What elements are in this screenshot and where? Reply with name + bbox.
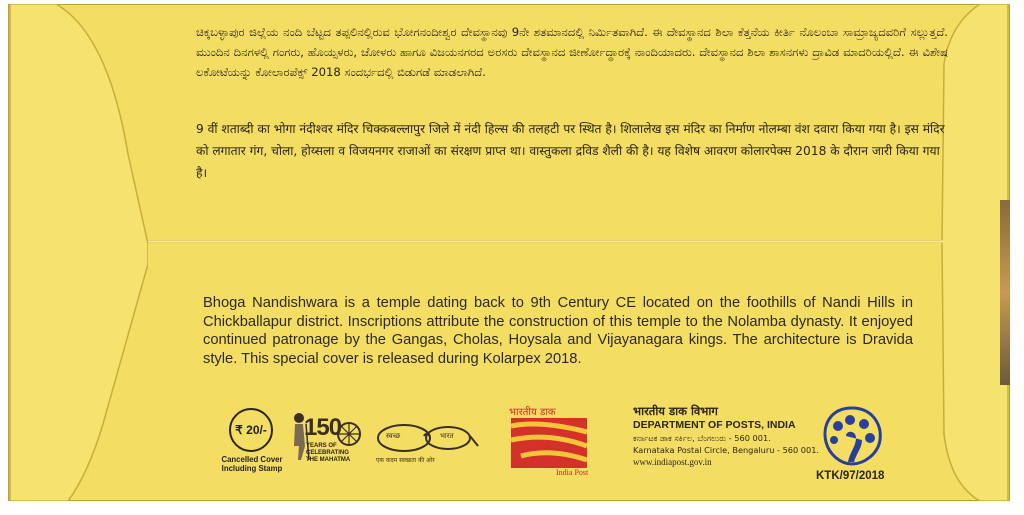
india-post-caption: India Post (556, 468, 589, 477)
fold-line (148, 240, 943, 243)
swachh-caption: एक कदम स्वच्छता की ओर (376, 457, 435, 464)
price-caption-line1: Cancelled Cover (221, 455, 283, 464)
peacock-logo-icon (820, 404, 884, 468)
mahatma-150-number: 150 (304, 414, 342, 441)
price-caption-line2: Including Stamp (221, 464, 283, 473)
charkha-icon (338, 423, 360, 445)
department-hindi: भारतीय डाक विभाग (633, 404, 718, 418)
mahatma-caption-line1: YEARS OF (306, 443, 337, 449)
mahatma-caption-line3: THE MAHATMA (306, 457, 351, 463)
department-kannada: ಕರ್ನಾಟಕ ಡಾಕ ಸರ್ಕಿಲ, ಬೆಂಗಲುರು - 560 001. (633, 433, 771, 443)
price-badge: ₹ 20/- (229, 408, 273, 452)
hindi-description: 9 वीं शताब्दी का भोगा नंदीश्वर मंदिर चिक्कबल्लापुर जिले में नंदी हिल्स की तलहटी पर स्थित है। शिलालेख इस मंदिर का निर्माण नोलम्बा वंश दवारा किया गया है। इस मंदिर को लगातार गंग, चोला, होय्सला व विजयनगर राजाओं का संरक्षण प्राप्त था। वास्तुकला द्रविड शैली की है। यह विशेष आवरण कोलारपेक्स 2018 के दौरान जारी किया गया है। (196, 122, 945, 180)
price-caption (218, 455, 286, 473)
india-post-wave-icon (511, 418, 587, 468)
cover-code: KTK/97/2018 (816, 470, 885, 482)
kannada-description: ಚಿಕ್ಕಬಳ್ಳಾಪುರ ಜಿಲ್ಲೆಯ ನಂದಿ ಬೆಟ್ಟದ ತಪ್ಪಲಿನಲ್ಲಿರುವ ಭೋಗನಂದೀಶ್ವರ ದೇವಸ್ಥಾನವು 9ನೇ ಶತಮಾನದಲ್ಲಿ ನಿರ್ಮಿತವಾಗಿದೆ. ಈ ದೇವಸ್ಥಾನದ ಶಿಲಾ ಕೆತ್ತನೆಯ ಕೀರ್ತಿ ನೊಲಂಬಾ ಸಾಮ್ರಾಜ್ಯದವರಿಗೆ ಸಲ್ಲುತ್ತದೆ. ಮುಂದಿನ ದಿನಗಳಲ್ಲಿ ಗಂಗರು, ಹೊಯ್ಸಳರು, ಚೋಳರು ಹಾಗೂ ವಿಜಯನಗರದ ಅರಸರು ದೇವಸ್ಥಾನದ ಜೀರ್ಣೋದ್ಧಾರಕ್ಕೆ ನಾಂದಿಯಾದರು. ದೇವಸ್ಥಾನದ ಶಿಲಾ ಶಾಸನಗಳು ದ್ರಾವಿಡ ಮಾದರಿಯಲ್ಲಿದೆ. ಈ ವಿಶೇಷ ಲಕೋಟೆಯನ್ನು ಕೋಲಾರಪೆಕ್ಸ್ 2018 ಸಂದರ್ಭದಲ್ಲಿ ಬಿಡುಗಡೆ ಮಾಡಲಾಗಿದೆ. (196, 25, 948, 79)
website-url: www.indiapost.gov.in (633, 457, 712, 467)
bharat-word: भारत (440, 432, 454, 440)
mahatma-caption-line2: CELEBRATING (306, 450, 349, 456)
india-post-logo (511, 418, 587, 468)
department-english: DEPARTMENT OF POSTS, INDIA (633, 419, 796, 431)
swachh-word: स्वच्छ (386, 432, 401, 440)
department-block (633, 404, 819, 468)
left-flap (8, 4, 148, 501)
english-description: Bhoga Nandishwara is a temple dating back to 9th Century CE located on the foothills of Nandi Hills in Chickballapur district. Inscriptions attribute the construction of this temple to the Nolamba dynasty. It enjoyed continued patronage by the Gangas, Cholas, Hoysala and Vijayanagara kings. The architecture is Dravida style. This special cover is released during Kolarpex 2018. (203, 295, 913, 367)
postal-circle: Karnataka Postal Circle, Bengaluru - 560 001. (633, 445, 820, 455)
mahatma-caption (306, 443, 356, 464)
india-post-hindi: भारतीय डाक (509, 407, 556, 418)
photo-edge (1000, 200, 1010, 385)
